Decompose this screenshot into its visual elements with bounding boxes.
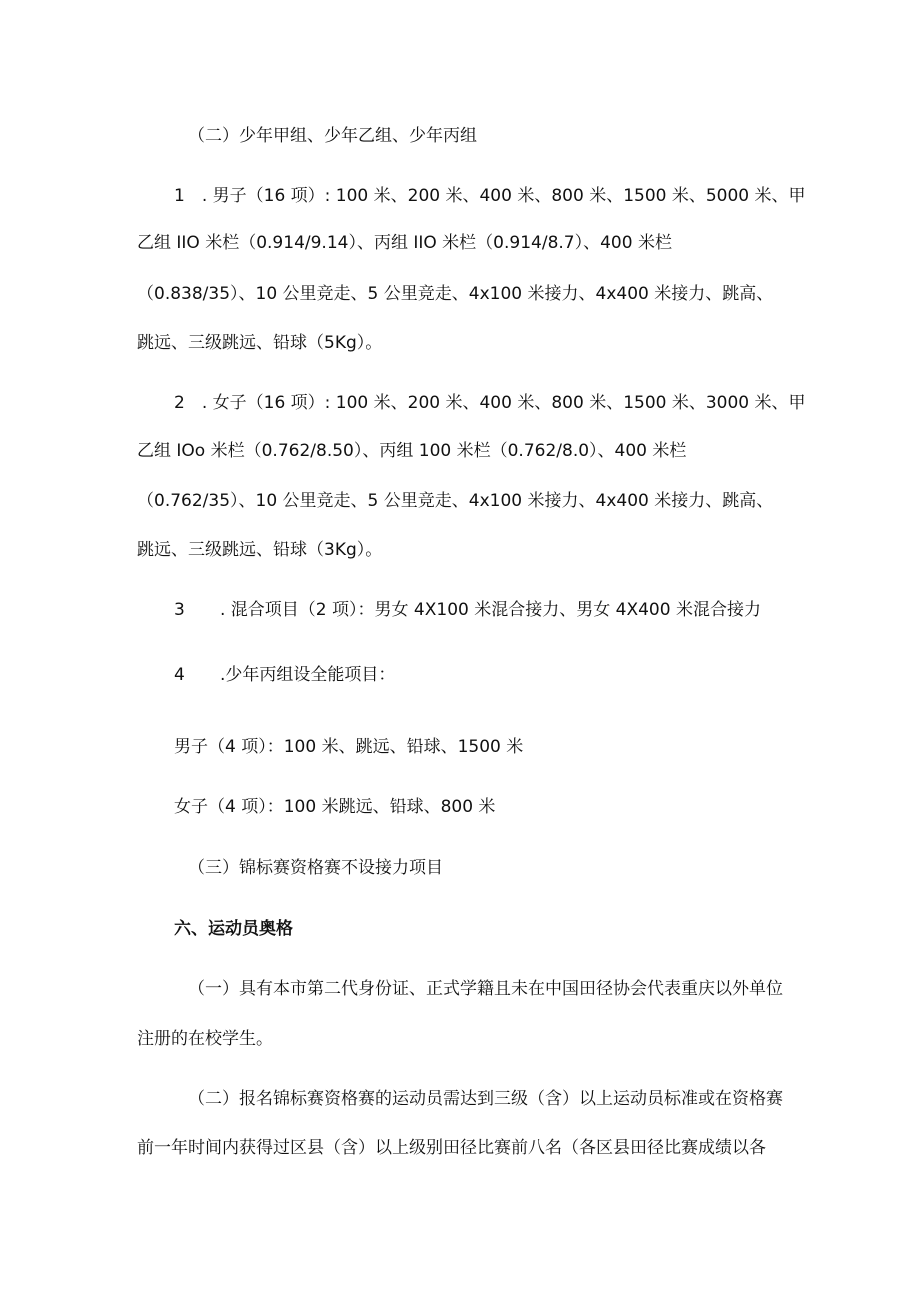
eligibility-one-line-2: 注册的在校学生。 (137, 1029, 273, 1049)
female-events-line-3: （0.762/35）、10 公里竞走、5 公里竞走、4x100 米接力、4x400 米接力、跳高、 (137, 491, 774, 511)
eligibility-one-line-1: （一）具有本市第二代身份证、正式学籍且未在中国田径协会代表重庆以外单位 (188, 979, 783, 999)
eligibility-two-line-2: 前一年时间内获得过区县（含）以上级别田径比赛前八名（各区县田径比赛成绩以各 (137, 1138, 766, 1158)
male-events-line-3: （0.838/35）、10 公里竞走、5 公里竞走、4x100 米接力、4x400 米接力、跳高、 (137, 284, 774, 304)
all-round-female-events: 女子（4 项）：100 米跳远、铅球、800 米 (174, 797, 496, 817)
all-round-male-events: 男子（4 项）：100 米、跳远、铅球、1500 米 (174, 737, 524, 757)
female-events-line-1: 2 . 女子（16 项）: 100 米、200 米、400 米、800 米、1500 米、3000 米、甲 (174, 393, 806, 413)
section-title-junior-groups: （二）少年甲组、少年乙组、少年丙组 (188, 126, 477, 146)
male-events-line-2: 乙组 IIO 米栏（0.914/9.14）、丙组 IIO 米栏（0.914/8.7）、400 米栏 (137, 233, 672, 253)
female-events-line-2: 乙组 IOo 米栏（0.762/8.50）、丙组 100 米栏（0.762/8.0）、400 米栏 (137, 441, 687, 461)
section-title-no-relay: （三）锦标赛资格赛不设接力项目 (188, 858, 443, 878)
all-round-number: 4 (174, 665, 185, 685)
mixed-events-text: . 混合项目（2 项）：男女 4X100 米混合接力、男女 4X400 米混合接力 (220, 600, 761, 620)
eligibility-two-line-1: （二）报名锦标赛资格赛的运动员需达到三级（含）以上运动员标准或在资格赛 (188, 1089, 783, 1109)
chapter-title-athlete-eligibility: 六、运动员奥格 (174, 919, 293, 939)
all-round-title: .少年丙组设全能项目： (220, 665, 396, 685)
male-events-line-4: 跳远、三级跳远、铅球（5Kg）。 (137, 333, 383, 353)
male-events-line-1: 1 . 男子（16 项）: 100 米、200 米、400 米、800 米、1500 米、5000 米、甲 (174, 186, 806, 206)
female-events-line-4: 跳远、三级跳远、铅球（3Kg）。 (137, 540, 383, 560)
mixed-events-number: 3 (174, 600, 185, 620)
